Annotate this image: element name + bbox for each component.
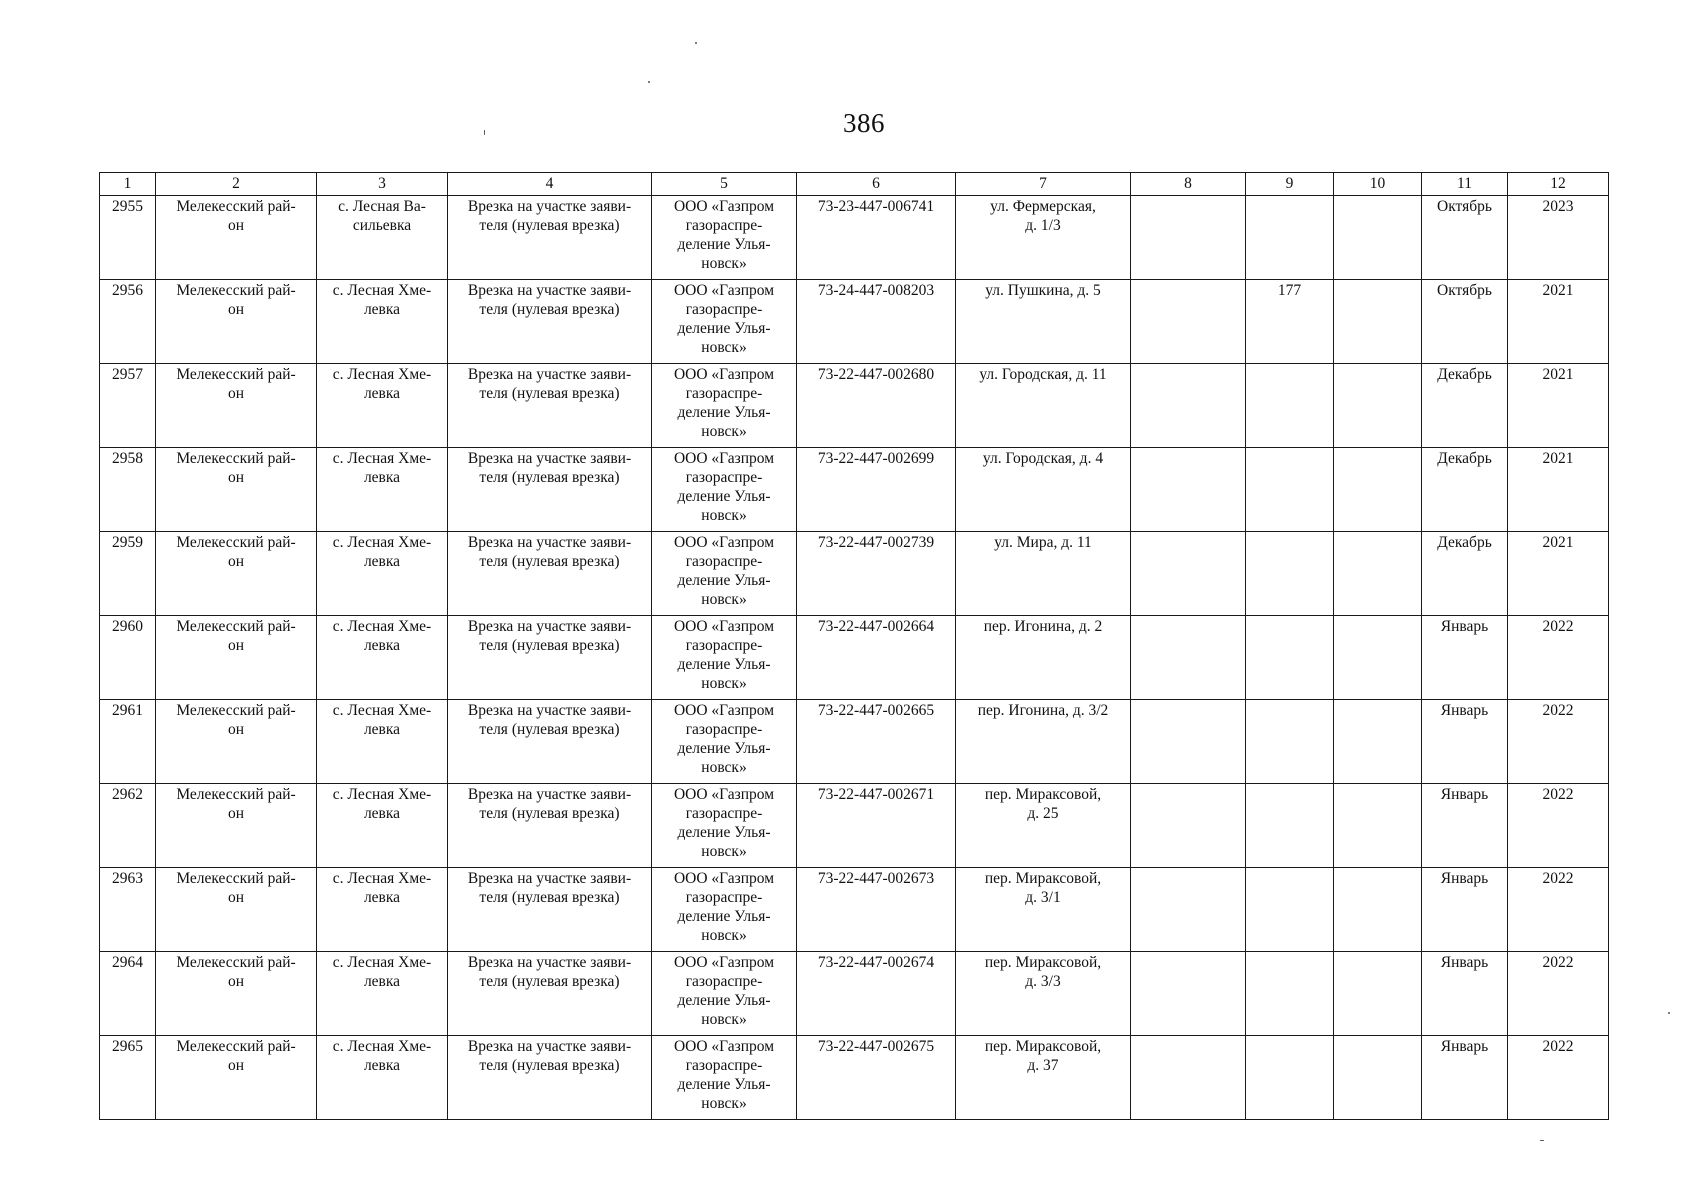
district-cell: Мелекесский рай- он bbox=[156, 280, 317, 364]
district-cell: Мелекесский рай- он bbox=[156, 448, 317, 532]
address-cell: пер. Мираксовой, д. 25 bbox=[956, 784, 1131, 868]
col8-cell bbox=[1131, 280, 1246, 364]
settlement-cell: с. Лесная Хме- левка bbox=[317, 280, 448, 364]
address-cell: ул. Городская, д. 4 bbox=[956, 448, 1131, 532]
col9-cell bbox=[1246, 616, 1334, 700]
col8-cell bbox=[1131, 700, 1246, 784]
work-type-cell: Врезка на участке заяви- теля (нулевая врезка) bbox=[448, 364, 652, 448]
column-header: 5 bbox=[652, 173, 797, 196]
organization-cell: ООО «Газпром газораспре- деление Улья- новск» bbox=[652, 280, 797, 364]
scan-speck bbox=[1668, 1012, 1670, 1014]
col10-cell bbox=[1334, 280, 1422, 364]
organization-cell: ООО «Газпром газораспре- деление Улья- новск» bbox=[652, 532, 797, 616]
settlement-cell: с. Лесная Хме- левка bbox=[317, 1036, 448, 1120]
settlement-cell: с. Лесная Хме- левка bbox=[317, 616, 448, 700]
col10-cell bbox=[1334, 784, 1422, 868]
scan-speck bbox=[648, 81, 650, 83]
year-cell: 2022 bbox=[1508, 616, 1609, 700]
col9-cell bbox=[1246, 532, 1334, 616]
work-type-cell: Врезка на участке заяви- теля (нулевая врезка) bbox=[448, 448, 652, 532]
col9-cell: 177 bbox=[1246, 280, 1334, 364]
year-cell: 2022 bbox=[1508, 784, 1609, 868]
code-cell: 73-22-447-002699 bbox=[797, 448, 956, 532]
year-cell: 2021 bbox=[1508, 280, 1609, 364]
row-number-cell: 2955 bbox=[100, 196, 156, 280]
row-number-cell: 2956 bbox=[100, 280, 156, 364]
table-row bbox=[100, 196, 1609, 280]
column-header: 2 bbox=[156, 173, 317, 196]
work-type-cell: Врезка на участке заяви- теля (нулевая врезка) bbox=[448, 532, 652, 616]
month-cell: Декабрь bbox=[1422, 532, 1508, 616]
district-cell: Мелекесский рай- он bbox=[156, 952, 317, 1036]
district-cell: Мелекесский рай- он bbox=[156, 532, 317, 616]
year-cell: 2022 bbox=[1508, 1036, 1609, 1120]
col10-cell bbox=[1334, 364, 1422, 448]
month-cell: Январь bbox=[1422, 1036, 1508, 1120]
district-cell: Мелекесский рай- он bbox=[156, 700, 317, 784]
col8-cell bbox=[1131, 448, 1246, 532]
col10-cell bbox=[1334, 952, 1422, 1036]
registry-table bbox=[99, 172, 1609, 1120]
col10-cell bbox=[1334, 1036, 1422, 1120]
month-cell: Декабрь bbox=[1422, 448, 1508, 532]
organization-cell: ООО «Газпром газораспре- деление Улья- новск» bbox=[652, 1036, 797, 1120]
month-cell: Декабрь bbox=[1422, 364, 1508, 448]
month-cell: Январь bbox=[1422, 700, 1508, 784]
address-cell: ул. Мира, д. 11 bbox=[956, 532, 1131, 616]
col9-cell bbox=[1246, 1036, 1334, 1120]
work-type-cell: Врезка на участке заяви- теля (нулевая врезка) bbox=[448, 700, 652, 784]
col10-cell bbox=[1334, 700, 1422, 784]
row-number-cell: 2963 bbox=[100, 868, 156, 952]
district-cell: Мелекесский рай- он bbox=[156, 1036, 317, 1120]
district-cell: Мелекесский рай- он bbox=[156, 616, 317, 700]
work-type-cell: Врезка на участке заяви- теля (нулевая врезка) bbox=[448, 952, 652, 1036]
settlement-cell: с. Лесная Хме- левка bbox=[317, 868, 448, 952]
district-cell: Мелекесский рай- он bbox=[156, 364, 317, 448]
table-row bbox=[100, 532, 1609, 616]
column-header: 1 bbox=[100, 173, 156, 196]
organization-cell: ООО «Газпром газораспре- деление Улья- новск» bbox=[652, 616, 797, 700]
column-header: 10 bbox=[1334, 173, 1422, 196]
table-row bbox=[100, 1036, 1609, 1120]
address-cell: ул. Городская, д. 11 bbox=[956, 364, 1131, 448]
organization-cell: ООО «Газпром газораспре- деление Улья- новск» bbox=[652, 364, 797, 448]
year-cell: 2023 bbox=[1508, 196, 1609, 280]
table-row bbox=[100, 868, 1609, 952]
work-type-cell: Врезка на участке заяви- теля (нулевая врезка) bbox=[448, 196, 652, 280]
col8-cell bbox=[1131, 784, 1246, 868]
code-cell: 73-22-447-002674 bbox=[797, 952, 956, 1036]
settlement-cell: с. Лесная Хме- левка bbox=[317, 784, 448, 868]
row-number-cell: 2961 bbox=[100, 700, 156, 784]
month-cell: Январь bbox=[1422, 784, 1508, 868]
address-cell: пер. Мираксовой, д. 3/1 bbox=[956, 868, 1131, 952]
address-cell: пер. Мираксовой, д. 3/3 bbox=[956, 952, 1131, 1036]
col8-cell bbox=[1131, 532, 1246, 616]
code-cell: 73-22-447-002675 bbox=[797, 1036, 956, 1120]
settlement-cell: с. Лесная Хме- левка bbox=[317, 364, 448, 448]
code-cell: 73-23-447-006741 bbox=[797, 196, 956, 280]
row-number-cell: 2960 bbox=[100, 616, 156, 700]
code-cell: 73-22-447-002665 bbox=[797, 700, 956, 784]
col9-cell bbox=[1246, 364, 1334, 448]
code-cell: 73-22-447-002664 bbox=[797, 616, 956, 700]
col9-cell bbox=[1246, 952, 1334, 1036]
table-row bbox=[100, 700, 1609, 784]
code-cell: 73-22-447-002739 bbox=[797, 532, 956, 616]
table-row bbox=[100, 448, 1609, 532]
column-header: 3 bbox=[317, 173, 448, 196]
col8-cell bbox=[1131, 616, 1246, 700]
year-cell: 2022 bbox=[1508, 868, 1609, 952]
address-cell: ул. Фермерская, д. 1/3 bbox=[956, 196, 1131, 280]
code-cell: 73-24-447-008203 bbox=[797, 280, 956, 364]
col9-cell bbox=[1246, 784, 1334, 868]
year-cell: 2022 bbox=[1508, 952, 1609, 1036]
address-cell: ул. Пушкина, д. 5 bbox=[956, 280, 1131, 364]
col10-cell bbox=[1334, 448, 1422, 532]
scan-speck bbox=[1540, 1140, 1544, 1141]
column-header: 12 bbox=[1508, 173, 1609, 196]
col10-cell bbox=[1334, 532, 1422, 616]
month-cell: Октябрь bbox=[1422, 196, 1508, 280]
row-number-cell: 2959 bbox=[100, 532, 156, 616]
col10-cell bbox=[1334, 616, 1422, 700]
year-cell: 2021 bbox=[1508, 532, 1609, 616]
settlement-cell: с. Лесная Хме- левка bbox=[317, 448, 448, 532]
column-header: 4 bbox=[448, 173, 652, 196]
organization-cell: ООО «Газпром газораспре- деление Улья- новск» bbox=[652, 448, 797, 532]
col8-cell bbox=[1131, 868, 1246, 952]
col8-cell bbox=[1131, 196, 1246, 280]
organization-cell: ООО «Газпром газораспре- деление Улья- новск» bbox=[652, 952, 797, 1036]
table-row bbox=[100, 784, 1609, 868]
row-number-cell: 2957 bbox=[100, 364, 156, 448]
column-header: 11 bbox=[1422, 173, 1508, 196]
work-type-cell: Врезка на участке заяви- теля (нулевая врезка) bbox=[448, 1036, 652, 1120]
work-type-cell: Врезка на участке заяви- теля (нулевая врезка) bbox=[448, 868, 652, 952]
col9-cell bbox=[1246, 868, 1334, 952]
year-cell: 2021 bbox=[1508, 448, 1609, 532]
table-row bbox=[100, 616, 1609, 700]
col10-cell bbox=[1334, 868, 1422, 952]
organization-cell: ООО «Газпром газораспре- деление Улья- новск» bbox=[652, 196, 797, 280]
column-header: 7 bbox=[956, 173, 1131, 196]
table-row bbox=[100, 280, 1609, 364]
work-type-cell: Врезка на участке заяви- теля (нулевая врезка) bbox=[448, 616, 652, 700]
settlement-cell: с. Лесная Хме- левка bbox=[317, 532, 448, 616]
district-cell: Мелекесский рай- он bbox=[156, 784, 317, 868]
page-number: 386 bbox=[843, 108, 885, 138]
month-cell: Январь bbox=[1422, 952, 1508, 1036]
settlement-cell: с. Лесная Хме- левка bbox=[317, 700, 448, 784]
organization-cell: ООО «Газпром газораспре- деление Улья- новск» bbox=[652, 700, 797, 784]
column-header: 6 bbox=[797, 173, 956, 196]
col9-cell bbox=[1246, 448, 1334, 532]
code-cell: 73-22-447-002680 bbox=[797, 364, 956, 448]
organization-cell: ООО «Газпром газораспре- деление Улья- новск» bbox=[652, 868, 797, 952]
address-cell: пер. Мираксовой, д. 37 bbox=[956, 1036, 1131, 1120]
header-row bbox=[100, 173, 1609, 196]
code-cell: 73-22-447-002671 bbox=[797, 784, 956, 868]
row-number-cell: 2958 bbox=[100, 448, 156, 532]
month-cell: Октябрь bbox=[1422, 280, 1508, 364]
row-number-cell: 2962 bbox=[100, 784, 156, 868]
month-cell: Январь bbox=[1422, 616, 1508, 700]
col9-cell bbox=[1246, 196, 1334, 280]
col8-cell bbox=[1131, 952, 1246, 1036]
code-cell: 73-22-447-002673 bbox=[797, 868, 956, 952]
table-header bbox=[100, 173, 1609, 196]
district-cell: Мелекесский рай- он bbox=[156, 196, 317, 280]
month-cell: Январь bbox=[1422, 868, 1508, 952]
column-header: 8 bbox=[1131, 173, 1246, 196]
col8-cell bbox=[1131, 364, 1246, 448]
scan-speck bbox=[695, 42, 697, 44]
work-type-cell: Врезка на участке заяви- теля (нулевая врезка) bbox=[448, 784, 652, 868]
table-body bbox=[100, 196, 1609, 1120]
address-cell: пер. Игонина, д. 3/2 bbox=[956, 700, 1131, 784]
table-row bbox=[100, 952, 1609, 1036]
year-cell: 2022 bbox=[1508, 700, 1609, 784]
row-number-cell: 2965 bbox=[100, 1036, 156, 1120]
organization-cell: ООО «Газпром газораспре- деление Улья- новск» bbox=[652, 784, 797, 868]
column-header: 9 bbox=[1246, 173, 1334, 196]
col9-cell bbox=[1246, 700, 1334, 784]
year-cell: 2021 bbox=[1508, 364, 1609, 448]
col8-cell bbox=[1131, 1036, 1246, 1120]
address-cell: пер. Игонина, д. 2 bbox=[956, 616, 1131, 700]
col10-cell bbox=[1334, 196, 1422, 280]
district-cell: Мелекесский рай- он bbox=[156, 868, 317, 952]
settlement-cell: с. Лесная Ва- сильевка bbox=[317, 196, 448, 280]
settlement-cell: с. Лесная Хме- левка bbox=[317, 952, 448, 1036]
row-number-cell: 2964 bbox=[100, 952, 156, 1036]
table-row bbox=[100, 364, 1609, 448]
work-type-cell: Врезка на участке заяви- теля (нулевая врезка) bbox=[448, 280, 652, 364]
